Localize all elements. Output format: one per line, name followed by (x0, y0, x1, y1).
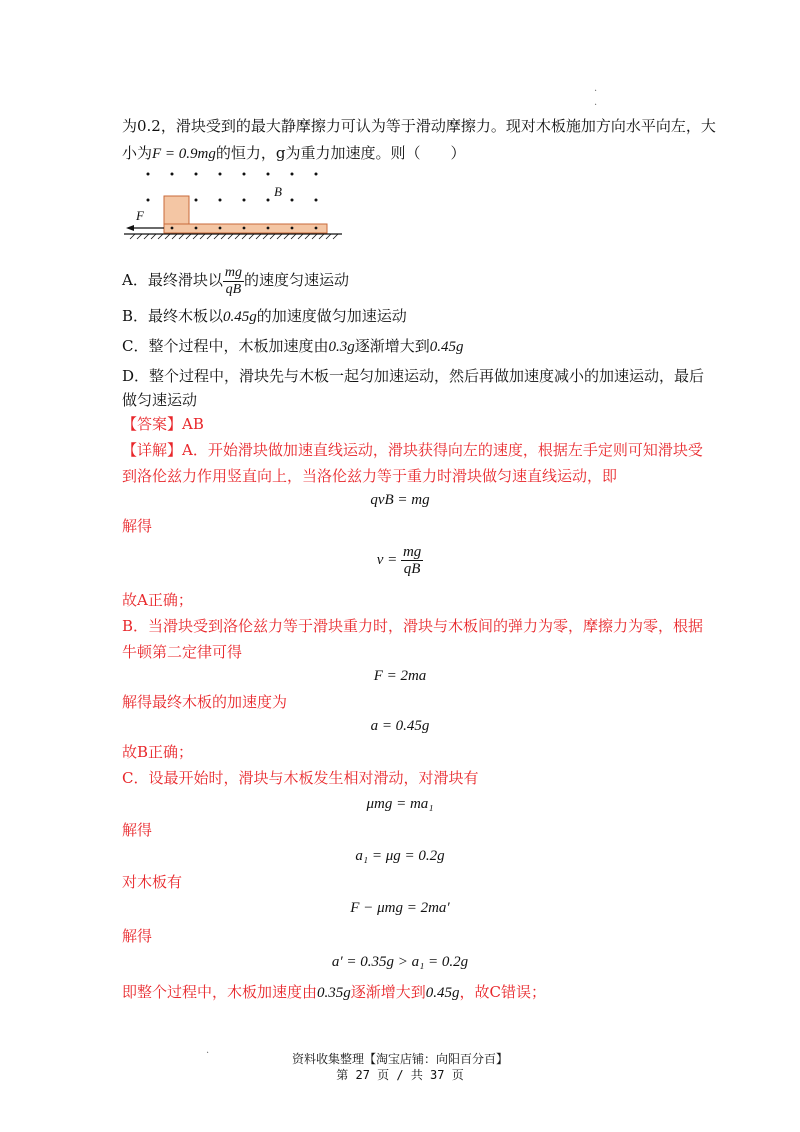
option-a: A．最终滑块以 $\frac{mg}{qB}$ 的速度匀速运动 (122, 264, 349, 297)
equation-4: a = 0.45g (370, 718, 430, 734)
equation-2: v = $\frac{mg}{qB}$ (376, 544, 422, 578)
slider-block (164, 196, 189, 224)
equation-3: F = 2ma (373, 668, 427, 684)
jiede-3: 解得 (122, 927, 153, 945)
conclusion-a: 故A正确； (122, 591, 193, 609)
stray-dot: · (594, 86, 598, 97)
ground-hatch (130, 234, 338, 239)
field-label: B (274, 184, 282, 199)
detail-c-line-1: C．设最开始时，滑块与木板发生相对滑动，对滑块有 (122, 769, 479, 787)
detail-c-line-2: 对木板有 (122, 873, 183, 891)
detail-b-line-3: 解得最终木板的加速度为 (122, 693, 288, 711)
force-formula: F = 0.9mg (152, 146, 216, 162)
option-a-fraction: $\frac{mg}{qB}$ (224, 264, 242, 297)
stray-dot: · (206, 1048, 210, 1059)
equation-5: μmg = ma₁ (366, 796, 434, 812)
option-b: B．最终木板以0.45g的加速度做匀加速运动 (122, 307, 407, 325)
equation-7: F − μmg = 2ma′ (350, 900, 450, 916)
conclusion-b: 故B正确； (122, 743, 194, 761)
footer-source: 资料收集整理【淘宝店铺：向阳百分百】 (291, 1052, 508, 1066)
footer-page-number: 第 27 页 / 共 37 页 (336, 1068, 464, 1082)
equation-8: a′ = 0.35g > a₁ = 0.2g (331, 954, 469, 970)
detail-a-line-1: 【详解】A．开始滑块做加速直线运动，滑块获得向左的速度，根据左手定则可知滑块受 (122, 441, 703, 459)
detail-c-last-line: 即整个过程中，木板加速度由0.35g逐渐增大到0.45g，故C错误； (122, 983, 547, 1001)
option-d-line-1: D．整个过程中，滑块先与木板一起匀加速运动，然后再做加速度减小的加速运动，最后 (122, 367, 705, 385)
detail-b-line-1: B．当滑块受到洛伦兹力等于滑块重力时，滑块与木板间的弹力为零，摩擦力为零，根据 (122, 617, 704, 635)
option-c: C．整个过程中，木板加速度由0.3g逐渐增大到0.45g (122, 337, 464, 355)
force-label: F (136, 208, 144, 223)
equation-2-fraction: $\frac{mg}{qB}$ (402, 544, 422, 578)
detail-a-line-2: 到洛伦兹力作用竖直向上，当洛伦兹力等于重力时滑块做匀速直线运动，即 (122, 467, 618, 485)
equation-6: a₁ = μg = 0.2g (355, 848, 445, 864)
jiede-2: 解得 (122, 821, 153, 839)
physics-figure (122, 168, 352, 244)
answer: 【答案】AB (122, 415, 204, 433)
detail-b-line-2: 牛顿第二定律可得 (122, 643, 243, 661)
stray-dot: · (594, 100, 598, 111)
force-arrow (126, 225, 164, 231)
question-line-1: 为0.2，滑块受到的最大静摩擦力可认为等于滑动摩擦力。现对木板施加方向水平向左，大 (122, 117, 716, 135)
jiede-1: 解得 (122, 517, 153, 535)
equation-1: qvB = mg (370, 492, 430, 508)
board (164, 224, 327, 233)
question-line-2: 小为F = 0.9mg的恒力，g为重力加速度。则（ ） (122, 144, 466, 162)
option-d-line-2: 做匀速运动 (122, 391, 198, 409)
